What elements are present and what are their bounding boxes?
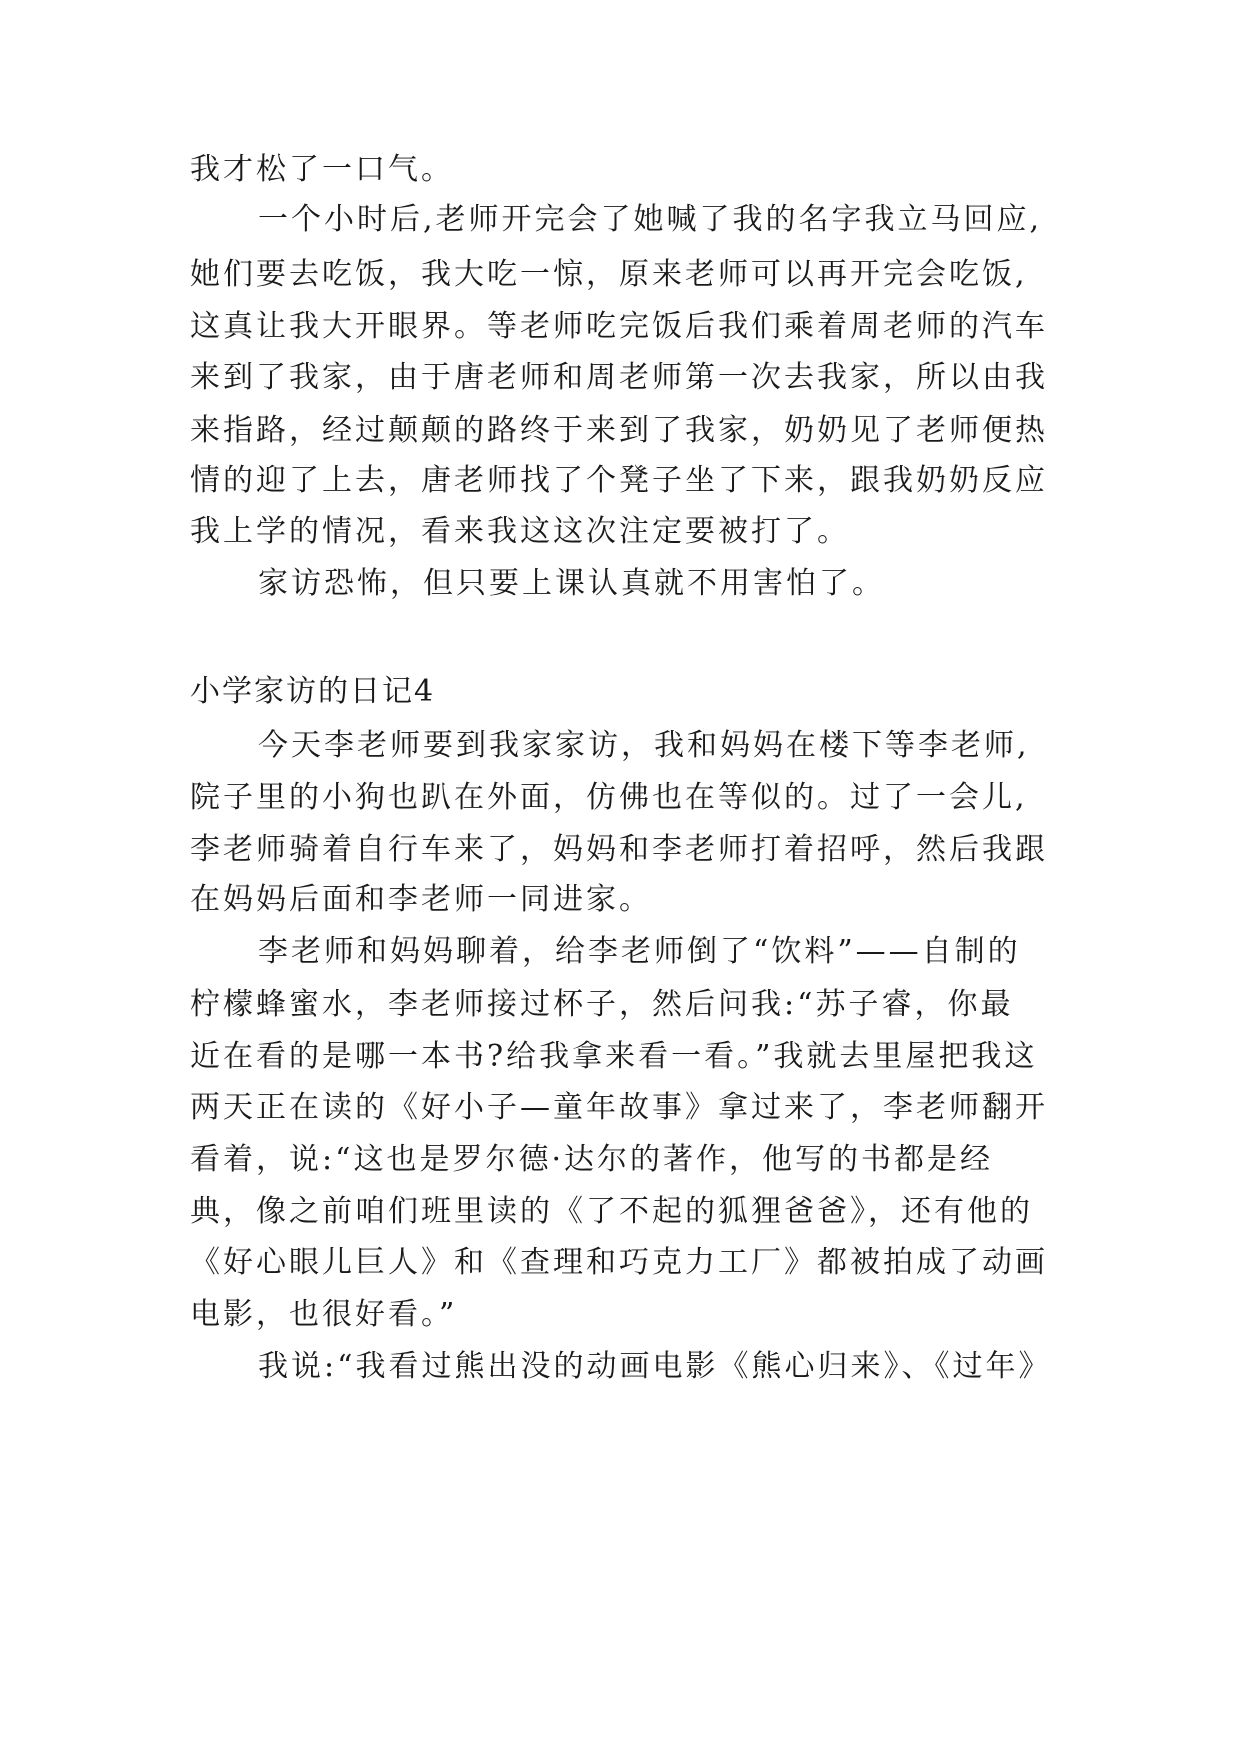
paragraph-line: 我说:“我看过熊出没的动画电影《熊心归来》、《过年》 [258,1349,1052,1384]
paragraph-line: 在妈妈后面和李老师一同进家。 [190,882,652,917]
paragraph-line: 《好心眼儿巨人》和《查理和巧克力工厂》都被拍成了动画 [190,1245,1048,1280]
paragraph-line: 李老师骑着自行车来了，妈妈和李老师打着招呼，然后我跟 [190,832,1048,867]
paragraph-line: 今天李老师要到我家家访，我和妈妈在楼下等李老师, [258,728,1030,763]
paragraph-line: 来指路，经过颠颠的路终于来到了我家，奶奶见了老师便热 [190,413,1048,448]
paragraph-line: 来到了我家，由于唐老师和周老师第一次去我家，所以由我 [190,360,1048,395]
paragraph-line: 看着，说:“这也是罗尔德·达尔的著作，他写的书都是经 [190,1142,993,1177]
paragraph-line: 院子里的小狗也趴在外面，仿佛也在等似的。过了一会儿, [190,780,1028,815]
paragraph-line: 她们要去吃饭，我大吃一惊，原来老师可以再开完会吃饭, [190,257,1028,292]
paragraph-line: 我上学的情况，看来我这这次注定要被打了。 [190,514,850,549]
paragraph-line: 典，像之前咱们班里读的《了不起的狐狸爸爸》，还有他的 [190,1194,1033,1229]
paragraph-line: 我才松了一口气。 [190,152,454,187]
paragraph-line: 一个小时后,老师开完会了她喊了我的名字我立马回应, [258,202,1043,237]
paragraph-line: 家访恐怖，但只要上课认真就不用害怕了。 [258,566,885,601]
paragraph-line: 情的迎了上去，唐老师找了个凳子坐了下来，跟我奶奶反应 [190,463,1048,498]
paragraph-line: 柠檬蜂蜜水，李老师接过杯子，然后问我:“苏子睿，你最 [190,987,1014,1022]
paragraph-line: 两天正在读的《好小子—童年故事》拿过来了，李老师翻开 [190,1090,1048,1125]
paragraph-line: 这真让我大开眼界。等老师吃完饭后我们乘着周老师的汽车 [190,309,1048,344]
paragraph-line: 电影，也很好看。” [190,1297,458,1332]
section-heading: 小学家访的日记4 [190,674,436,709]
paragraph-line: 近在看的是哪一本书?给我拿来看一看。”我就去里屋把我这 [190,1039,1038,1074]
paragraph-line: 李老师和妈妈聊着，给李老师倒了“饮料”——自制的 [258,934,1021,969]
